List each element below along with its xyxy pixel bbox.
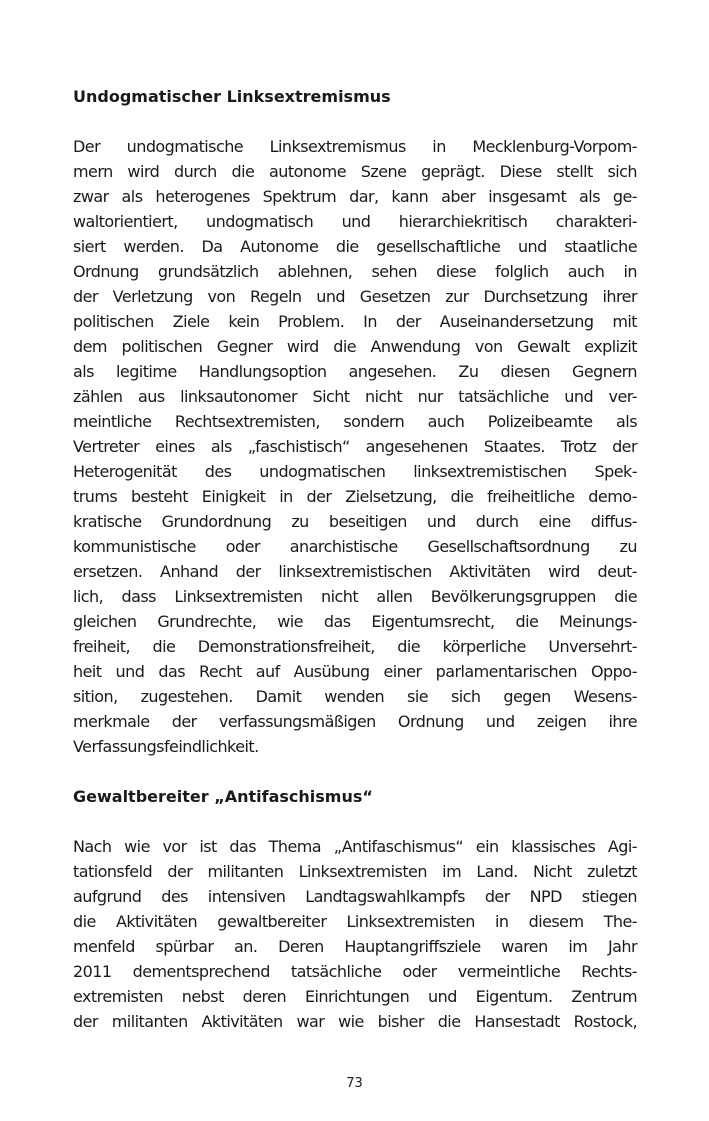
text-line: sition, zugestehen. Damit wenden sie sich gegen Wesens-: [73, 687, 637, 706]
text-line: ersetzen. Anhand der linksextremistischen Aktivitäten wird deut-: [73, 562, 637, 581]
text-line: trums besteht Einigkeit in der Zielsetzung, die freiheitliche demo-: [73, 487, 637, 506]
paragraph-undogmatischer-linksextremismus: [73, 134, 637, 759]
text-line: Vertreter eines als „faschistisch“ angesehenen Staates. Trotz der: [73, 437, 637, 456]
text-line: freiheit, die Demonstrationsfreiheit, die körperliche Unversehrt-: [73, 637, 637, 656]
text-line: tationsfeld der militanten Linksextremisten im Land. Nicht zuletzt: [73, 862, 637, 881]
text-line: zählen aus linksautonomer Sicht nicht nur tatsächliche und ver-: [73, 387, 637, 406]
text-line: Ordnung grundsätzlich ablehnen, sehen diese folglich auch in: [73, 262, 637, 281]
text-line: menfeld spürbar an. Deren Hauptangriffsziele waren im Jahr: [73, 937, 637, 956]
text-line: mern wird durch die autonome Szene geprägt. Diese stellt sich: [73, 162, 637, 181]
text-line: kratische Grundordnung zu beseitigen und durch eine diffus-: [73, 512, 637, 531]
page-number: 73: [346, 1076, 363, 1091]
text-line: politischen Ziele kein Problem. In der Auseinandersetzung mit: [73, 312, 637, 331]
text-line: extremisten nebst deren Einrichtungen und Eigentum. Zentrum: [73, 987, 637, 1006]
paragraph-gewaltbereiter-antifaschismus: [73, 834, 637, 1034]
text-line: zwar als heterogenes Spektrum dar, kann aber insgesamt als ge-: [73, 187, 637, 206]
text-line: merkmale der verfassungsmäßigen Ordnung und zeigen ihre: [73, 712, 637, 731]
paragraph-spacer: [73, 109, 637, 134]
text-line: Nach wie vor ist das Thema „Antifaschismus“ ein klassisches Agi-: [73, 837, 637, 856]
section-heading-gewaltbereiter-antifaschismus: Gewaltbereiter „Antifaschismus“: [73, 787, 373, 806]
text-line: der militanten Aktivitäten war wie bisher die Hansestadt Rostock,: [73, 1012, 637, 1031]
text-line: meintliche Rechtsextremisten, sondern auch Polizeibeamte als: [73, 412, 637, 431]
text-line: Der undogmatische Linksextremismus in Mecklenburg-Vorpom-: [73, 137, 637, 156]
text-line: 2011 dementsprechend tatsächliche oder vermeintliche Rechts-: [73, 962, 637, 981]
text-line: gleichen Grundrechte, wie das Eigentumsrecht, die Meinungs-: [73, 612, 637, 631]
text-line: aufgrund des intensiven Landtagswahlkampfs der NPD stiegen: [73, 887, 637, 906]
section-heading-undogmatischer-linksextremismus: Undogmatischer Linksextremismus: [73, 87, 391, 106]
text-line: lich, dass Linksextremisten nicht allen Bevölkerungsgruppen die: [73, 587, 637, 606]
text-line: die Aktivitäten gewaltbereiter Linksextremisten in diesem The-: [73, 912, 637, 931]
document-page: [73, 84, 637, 1034]
text-line: als legitime Handlungsoption angesehen. Zu diesen Gegnern: [73, 362, 637, 381]
text-line: siert werden. Da Autonome die gesellschaftliche und staatliche: [73, 237, 637, 256]
paragraph-spacer: [73, 809, 637, 834]
text-line: Verfassungsfeindlichkeit.: [73, 737, 259, 756]
text-line: Heterogenität des undogmatischen linksextremistischen Spek-: [73, 462, 637, 481]
text-line: kommunistische oder anarchistische Gesellschaftsordnung zu: [73, 537, 637, 556]
paragraph-spacer: [73, 759, 637, 784]
text-line: waltorientiert, undogmatisch und hierarchiekritisch charakteri-: [73, 212, 637, 231]
text-line: dem politischen Gegner wird die Anwendung von Gewalt explizit: [73, 337, 637, 356]
text-line: der Verletzung von Regeln und Gesetzen zur Durchsetzung ihrer: [73, 287, 637, 306]
text-line: heit und das Recht auf Ausübung einer parlamentarischen Oppo-: [73, 662, 637, 681]
